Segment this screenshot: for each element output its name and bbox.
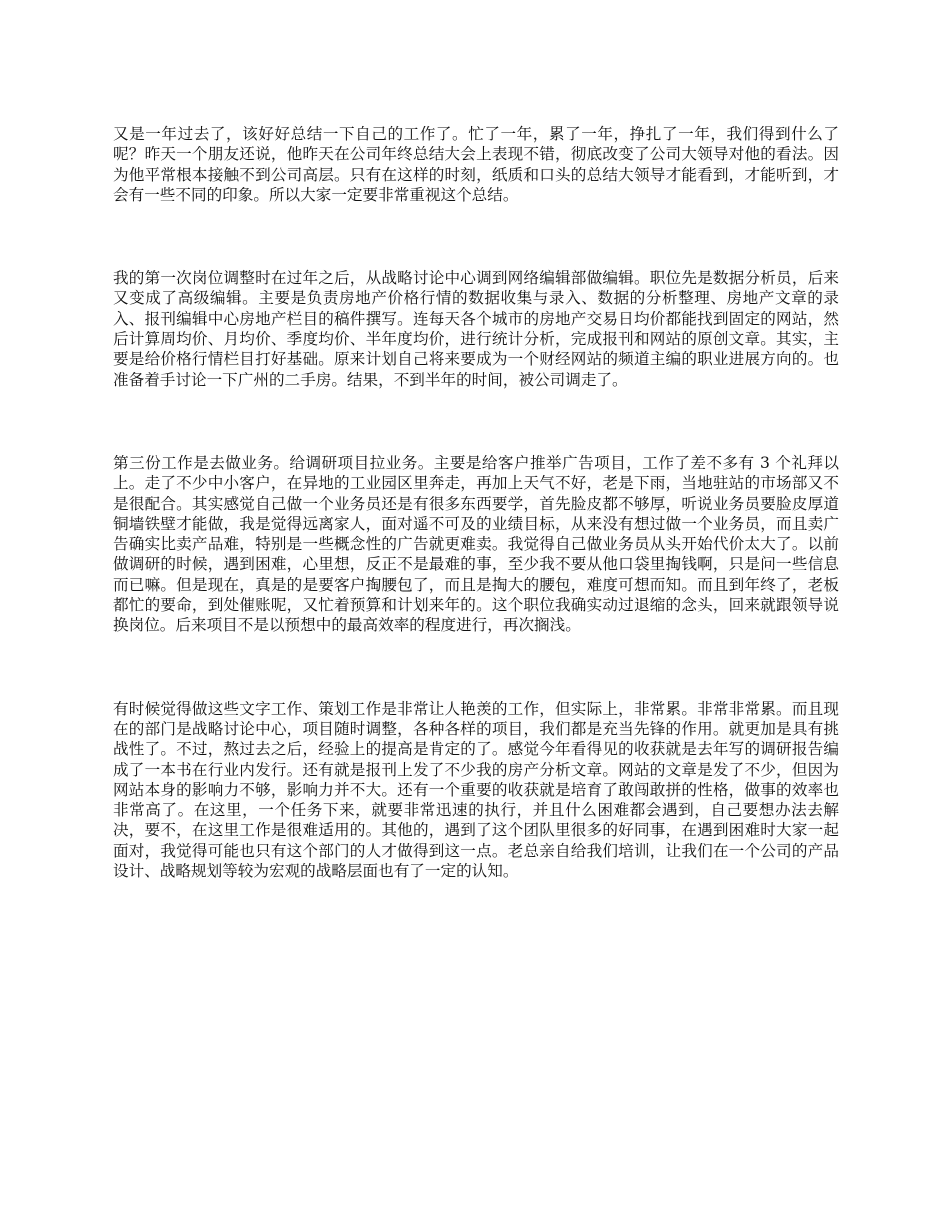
paragraph-first-position-change: 我的第一次岗位调整时在过年之后，从战略讨论中心调到网络编辑部做编辑。职位先是数据分析员，后来又变成了高级编辑。主要是负责房地产价格行情的数据收集与录入、数据的分析整理、房地产文章的录入、报刊编辑中心房地产栏目的稿件撰写。连每天各个城市的房地产交易日均价都能找到固定的网站，然后计算周均价、月均价、季度均价、半年度均价，进行统计分析，完成报刊和网站的原创文章。其实，主要是给价格行情栏目打好基础。原来计划自己将来要成为一个财经网站的频道主编的职业进展方向的。也准备着手讨论一下广州的二手房。结果，不到半年的时间，被公司调走了。 xyxy=(113,269,839,389)
paragraph-third-job-sales: 第三份工作是去做业务。给调研项目拉业务。主要是给客户推举广告项目，工作了差不多有 3 个礼拜以上。走了不少中小客户，在异地的工业园区里奔走，再加上天气不好，老是下雨，当地驻站的市场部又不是很配合。其实感觉自己做一个业务员还是有很多东西要学，首先脸皮都不够厚，听说业务员要脸皮厚道铜墙铁壁才能做，我是觉得远离家人，面对遥不可及的业绩目标，从来没有想过做一个业务员，而且卖广告确实比卖产品难，特别是一些概念性的广告就更难卖。我觉得自己做业务员从头开始代价太大了。以前做调研的时候，遇到困难，心里想，反正不是最难的事，至少我不要从他口袋里掏钱啊，只是问一些信息而已嘛。但是现在，真是的是要客户掏腰包了，而且是掏大的腰包，难度可想而知。而且到年终了，老板都忙的要命，到处催账呢，又忙着预算和计划来年的。这个职位我确实动过退缩的念头，回来就跟领导说换岗位。后来项目不是以预想中的最高效率的程度进行，再次搁浅。 xyxy=(113,453,839,635)
paragraph-reflections-gains: 有时候觉得做这些文字工作、策划工作是非常让人艳羡的工作，但实际上，非常累。非常非常累。而且现在的部门是战略讨论中心，项目随时调整，各种各样的项目，我们都是充当先锋的作用。就更加是具有挑战性了。不过，熬过去之后，经验上的提高是肯定的了。感觉今年看得见的收获就是去年写的调研报告编成了一本书在行业内发行。还有就是报刊上发了不少我的房产分析文章。网站的文章是发了不少，但因为网站本身的影响力不够，影响力并不大。还有一个重要的收获就是培育了敢闯敢拼的性格，做事的效率也非常高了。在这里，一个任务下来，就要非常迅速的执行，并且什么困难都会遇到，自己要想办法去解决，要不，在这里工作是很难适用的。其他的，遇到了这个团队里很多的好同事，在遇到困难时大家一起面对，我觉得可能也只有这个部门的人才做得到这一点。老总亲自给我们培训，让我们在一个公司的产品设计、战略规划等较为宏观的战略层面也有了一定的认知。 xyxy=(113,699,839,881)
paragraph-year-summary: 又是一年过去了，该好好总结一下自己的工作了。忙了一年，累了一年，挣扎了一年，我们得到什么了呢？昨天一个朋友还说，他昨天在公司年终总结大会上表现不错，彻底改变了公司大领导对他的看法。因为他平常根本接触不到公司高层。只有在这样的时刻，纸质和口头的总结大领导才能看到，才能听到，才会有一些不同的印象。所以大家一定要非常重视这个总结。 xyxy=(113,125,839,204)
document-body xyxy=(113,124,839,881)
